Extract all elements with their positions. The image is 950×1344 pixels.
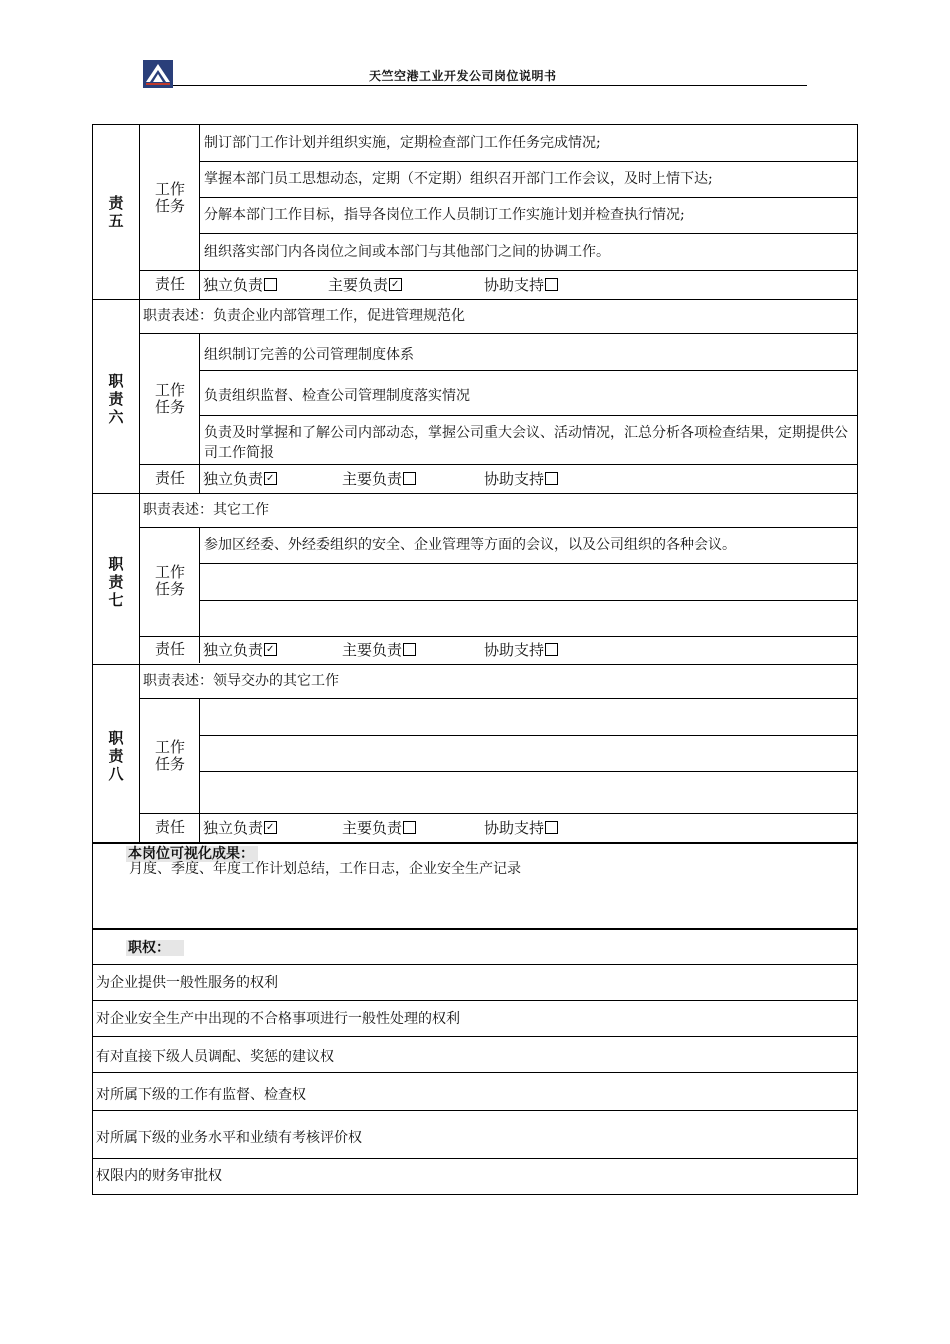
visual-results-content: 月度、季度、年度工作计划总结，工作日志，企业安全生产记录: [129, 861, 521, 877]
authority-item: 为企业提供一般性服务的权利: [96, 975, 278, 991]
responsibility-label: 责任: [154, 640, 185, 658]
work-task-label: 工作任务: [154, 738, 185, 773]
task-text: 负责及时掌握和了解公司内部动态，掌握公司重大会议、活动情况，汇总分析各项检查结果，定期提供公司工作简报: [204, 425, 848, 461]
assist-checkbox[interactable]: [545, 821, 558, 834]
section-label: 责五: [108, 194, 124, 230]
header-rule: [173, 85, 807, 86]
authority-item: 对所属下级的业务水平和业绩有考核评价权: [96, 1130, 362, 1146]
authority-item: 对企业安全生产中出现的不合格事项进行一般性处理的权利: [96, 1011, 460, 1027]
main-checkbox[interactable]: [403, 821, 416, 834]
document-title: 天竺空港工业开发公司岗位说明书: [369, 69, 557, 83]
task-text: 参加区经委、外经委组织的安全、企业管理等方面的会议，以及公司组织的各种会议。: [204, 537, 736, 553]
independent-checkbox[interactable]: [264, 472, 277, 485]
independent-checkbox[interactable]: [264, 278, 277, 291]
responsibility-label: 责任: [154, 469, 185, 487]
authority-item: 权限内的财务审批权: [96, 1168, 222, 1184]
authority-item: 有对直接下级人员调配、奖惩的建议权: [96, 1049, 334, 1065]
page-header: [143, 60, 807, 88]
assist-checkbox[interactable]: [545, 643, 558, 656]
authority-title: 职权：: [126, 940, 184, 956]
work-task-label: 工作任务: [154, 180, 185, 215]
task-text: 制订部门工作计划并组织实施，定期检查部门工作任务完成情况;: [204, 135, 601, 151]
task-text: 组织落实部门内各岗位之间或本部门与其他部门之间的协调工作。: [204, 244, 610, 260]
section-label: 职责六: [108, 372, 124, 426]
authority-item: 对所属下级的工作有监督、检查权: [96, 1087, 306, 1103]
task-text: 负责组织监督、检查公司管理制度落实情况: [204, 388, 470, 404]
section-label: 职责七: [108, 555, 124, 609]
duty-description: 职责表述：其它工作: [143, 502, 269, 518]
task-text: 分解本部门工作目标，指导各岗位工作人员制订工作实施计划并检查执行情况;: [204, 207, 685, 223]
section-label: 职责八: [108, 729, 124, 783]
main-checkbox[interactable]: [403, 643, 416, 656]
main-checkbox[interactable]: [389, 278, 402, 291]
work-task-label: 工作任务: [154, 381, 185, 416]
responsibility-label: 责任: [154, 275, 185, 293]
independent-checkbox[interactable]: [264, 643, 277, 656]
responsibility-label: 责任: [154, 818, 185, 836]
mountain-logo-icon: [143, 60, 173, 88]
task-text: 组织制订完善的公司管理制度体系: [204, 347, 414, 363]
assist-checkbox[interactable]: [545, 278, 558, 291]
duty-description: 职责表述：领导交办的其它工作: [143, 673, 339, 689]
assist-checkbox[interactable]: [545, 472, 558, 485]
work-task-label: 工作任务: [154, 563, 185, 598]
main-checkbox[interactable]: [403, 472, 416, 485]
duty-description: 职责表述：负责企业内部管理工作，促进管理规范化: [143, 308, 465, 324]
independent-checkbox[interactable]: [264, 821, 277, 834]
task-text: 掌握本部门员工思想动态，定期（不定期）组织召开部门工作会议，及时上情下达;: [204, 171, 713, 187]
visual-results-title: 本岗位可视化成果：: [126, 846, 258, 862]
